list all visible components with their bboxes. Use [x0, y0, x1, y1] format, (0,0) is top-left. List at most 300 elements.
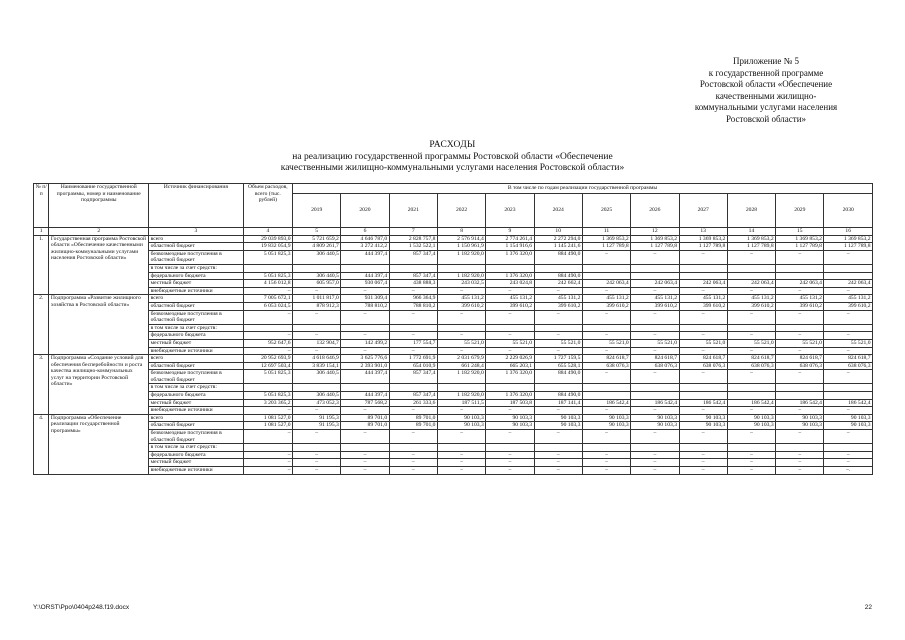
year-amount: 90 103,3 [727, 414, 775, 422]
year-amount: – [293, 407, 341, 415]
year-amount: – [727, 451, 775, 459]
year-amount [776, 272, 824, 280]
total-amount: – [243, 332, 292, 340]
year-amount: 3 625 776,6 [341, 355, 389, 363]
year-amount: 1 150 961,9 [437, 243, 485, 251]
total-amount: – [243, 407, 292, 415]
year-amount: – [631, 310, 679, 324]
year-amount: 444 397,4 [341, 392, 389, 400]
appendix-line: качественными жилищно- [715, 90, 817, 101]
year-amount: – [486, 287, 534, 295]
year-amount [582, 392, 630, 400]
year-amount: – [486, 310, 534, 324]
header-year: 2019 [293, 194, 341, 228]
year-amount: 90 103,3 [727, 422, 775, 430]
year-amount: 857 347,4 [389, 370, 437, 384]
year-amount: – [727, 310, 775, 324]
year-amount: 1 182 920,0 [437, 370, 485, 384]
table-row [34, 355, 873, 363]
year-amount: 90 103,3 [437, 422, 485, 430]
year-amount: 90 103,3 [824, 414, 873, 422]
funding-source: безвозмездные поступления в областной бюджет [149, 370, 244, 384]
year-amount: – [776, 407, 824, 415]
table-row [34, 339, 873, 347]
year-amount: 1 532 522,1 [389, 243, 437, 251]
total-amount: 5 051 825,3 [243, 392, 292, 400]
year-amount: 306 440,5 [293, 250, 341, 264]
year-amount [486, 444, 534, 452]
year-amount [437, 264, 485, 272]
column-number: 6 [341, 228, 389, 236]
appendix-note [671, 56, 861, 126]
year-amount: – [582, 467, 630, 475]
row-number: 2. [34, 295, 49, 355]
year-amount: 1 182 920,0 [437, 392, 485, 400]
total-amount [243, 384, 292, 392]
year-amount: 4 646 787,0 [341, 235, 389, 243]
year-amount: 90 103,3 [582, 422, 630, 430]
year-amount: – [727, 370, 775, 384]
year-amount: 788 810,2 [341, 302, 389, 310]
year-amount: – [824, 332, 873, 340]
year-amount: – [486, 459, 534, 467]
total-amount: 5 051 825,3 [243, 272, 292, 280]
year-amount: 55 521,0 [679, 339, 727, 347]
year-amount: – [389, 332, 437, 340]
year-amount: 89 701,0 [389, 422, 437, 430]
table-row [34, 235, 873, 243]
year-amount: – [437, 459, 485, 467]
year-amount: 661 248,4 [437, 362, 485, 370]
year-amount [582, 384, 630, 392]
column-number: 9 [486, 228, 534, 236]
year-amount [776, 384, 824, 392]
funding-source: безвозмездные поступления в областной бюджет [149, 310, 244, 324]
header-year: 2024 [534, 194, 582, 228]
year-amount: – [727, 287, 775, 295]
program-name: Государственная программа Ростовской области «Обеспечение качественными жилищно-коммунальными услугами населения Ростовской области» [49, 235, 149, 295]
year-amount [727, 324, 775, 332]
year-amount: 242 063,4 [727, 280, 775, 288]
total-amount: – [243, 287, 292, 295]
year-amount: – [437, 430, 485, 444]
table-row [34, 399, 873, 407]
year-amount: 306 440,5 [293, 370, 341, 384]
year-amount: 4 618 646,9 [293, 355, 341, 363]
funding-source: областной бюджет [149, 302, 244, 310]
year-amount: – [824, 310, 873, 324]
total-amount: – [243, 459, 292, 467]
year-amount: 90 103,3 [486, 422, 534, 430]
total-amount: 19 832 054,9 [243, 243, 292, 251]
year-amount: – [389, 287, 437, 295]
year-amount [389, 264, 437, 272]
year-amount: 242 063,4 [824, 280, 873, 288]
year-amount: 455 131,2 [679, 295, 727, 303]
year-amount: – [582, 287, 630, 295]
year-amount: – [437, 347, 485, 355]
year-amount: 90 103,3 [776, 422, 824, 430]
year-amount: – [631, 347, 679, 355]
year-amount: – [534, 451, 582, 459]
total-amount: 5 051 825,3 [243, 370, 292, 384]
column-number: 2 [49, 228, 149, 236]
expenses-table [33, 183, 873, 475]
table-row [34, 324, 873, 332]
year-amount: – [631, 407, 679, 415]
year-amount: 638 076,3 [679, 362, 727, 370]
year-amount: – [534, 459, 582, 467]
header-year: 2030 [824, 194, 873, 228]
funding-source: областной бюджет [149, 422, 244, 430]
year-amount: 399 610,2 [582, 302, 630, 310]
header-total: Объем расходов, всего (тыс. рублей) [243, 184, 292, 228]
year-amount: – [727, 347, 775, 355]
year-amount: – [389, 451, 437, 459]
year-amount: 1 376 320,0 [486, 370, 534, 384]
funding-source: местный бюджет [149, 339, 244, 347]
table-row [34, 422, 873, 430]
year-amount: – [631, 467, 679, 475]
year-amount: – [727, 250, 775, 264]
year-amount [776, 324, 824, 332]
year-amount: – [679, 370, 727, 384]
year-amount: 4 809 261,7 [293, 243, 341, 251]
year-amount: – [582, 451, 630, 459]
year-amount: 1 376 320,0 [486, 392, 534, 400]
year-amount: – [534, 407, 582, 415]
year-amount [776, 444, 824, 452]
year-amount: 1 369 853,2 [824, 235, 873, 243]
year-amount: 399 610,2 [486, 302, 534, 310]
year-amount: 638 076,3 [776, 362, 824, 370]
year-amount [679, 444, 727, 452]
year-amount: 399 610,2 [727, 302, 775, 310]
year-amount: 455 131,2 [486, 295, 534, 303]
year-amount: – [582, 407, 630, 415]
year-amount [582, 272, 630, 280]
footer-page-number: 22 [864, 604, 872, 611]
year-amount: 605 957,0 [293, 280, 341, 288]
year-amount: – [727, 467, 775, 475]
year-amount: – [631, 332, 679, 340]
year-amount: – [486, 467, 534, 475]
year-amount: 824 618,7 [631, 355, 679, 363]
year-amount: – [679, 347, 727, 355]
year-amount: 2 272 294,0 [534, 235, 582, 243]
year-amount [389, 324, 437, 332]
year-amount [824, 264, 873, 272]
header-year: 2021 [389, 194, 437, 228]
year-amount: 55 521,0 [776, 339, 824, 347]
total-amount: 4 156 012,8 [243, 280, 292, 288]
row-number: 3. [34, 355, 49, 415]
year-amount: 90 103,3 [679, 414, 727, 422]
year-amount: 142 499,2 [341, 339, 389, 347]
year-amount: 242 063,4 [776, 280, 824, 288]
year-amount: – [631, 250, 679, 264]
total-amount [243, 324, 292, 332]
table-row [34, 444, 873, 452]
year-amount: 455 131,2 [534, 295, 582, 303]
year-amount: 186 542,4 [631, 399, 679, 407]
funding-source: всего [149, 355, 244, 363]
year-amount [389, 384, 437, 392]
year-amount: – [486, 407, 534, 415]
total-amount: – [243, 467, 292, 475]
year-amount [631, 392, 679, 400]
year-amount: 186 542,4 [824, 399, 873, 407]
year-amount [534, 444, 582, 452]
funding-source: местный бюджет [149, 459, 244, 467]
year-amount: 187 511,5 [437, 399, 485, 407]
table-row [34, 295, 873, 303]
year-amount: 438 888,3 [389, 280, 437, 288]
table-row [34, 384, 873, 392]
appendix-line: Ростовской области» [725, 113, 807, 124]
year-amount [727, 444, 775, 452]
year-amount: – [776, 347, 824, 355]
year-amount: – [293, 347, 341, 355]
row-number: 4. [34, 414, 49, 474]
row-number: 1. [34, 235, 49, 295]
total-amount [243, 264, 292, 272]
year-amount: 3 272 412,2 [341, 243, 389, 251]
year-amount: 55 521,0 [582, 339, 630, 347]
year-amount: 444 397,4 [341, 250, 389, 264]
table-row [34, 392, 873, 400]
year-amount: – [727, 430, 775, 444]
year-amount: – [293, 310, 341, 324]
year-amount: 399 610,2 [824, 302, 873, 310]
table-row [34, 430, 873, 444]
funding-source: всего [149, 295, 244, 303]
year-amount: 444 397,4 [341, 370, 389, 384]
year-amount: 1 127 789,8 [582, 243, 630, 251]
year-amount: – [679, 332, 727, 340]
year-amount: 243 024,8 [486, 280, 534, 288]
year-amount: 824 618,7 [824, 355, 873, 363]
funding-source: в том числе за счет средств: [149, 324, 244, 332]
year-amount [631, 384, 679, 392]
year-amount [631, 444, 679, 452]
year-amount: 1 154 916,6 [486, 243, 534, 251]
year-amount: 261 333,6 [389, 399, 437, 407]
year-amount: 1 369 853,2 [679, 235, 727, 243]
year-amount: 884 490,0 [534, 370, 582, 384]
year-amount: – [582, 310, 630, 324]
title-subline: на реализацию государственной программы Ростовской области «Обеспечение [292, 151, 613, 162]
year-amount: – [293, 467, 341, 475]
table-row [34, 332, 873, 340]
appendix-line: Ростовской области «Обеспечение [699, 79, 833, 90]
year-amount: – [486, 347, 534, 355]
funding-source: федерального бюджета [149, 392, 244, 400]
column-number: 13 [679, 228, 727, 236]
year-amount [293, 264, 341, 272]
year-amount: 91 195,3 [293, 422, 341, 430]
year-amount: 90 103,3 [631, 414, 679, 422]
year-amount [631, 264, 679, 272]
year-amount: – [293, 287, 341, 295]
year-amount: 665 203,1 [486, 362, 534, 370]
funding-source: федерального бюджета [149, 332, 244, 340]
year-amount [679, 324, 727, 332]
year-amount: 1 127 789,8 [631, 243, 679, 251]
year-amount: 91 195,3 [293, 414, 341, 422]
total-amount: 952 647,6 [243, 339, 292, 347]
year-amount [727, 392, 775, 400]
year-amount [486, 384, 534, 392]
table-row [34, 250, 873, 264]
year-amount: 2 393 901,0 [341, 362, 389, 370]
year-amount: – [824, 370, 873, 384]
year-amount: – [582, 459, 630, 467]
year-amount: – [824, 430, 873, 444]
year-amount [582, 264, 630, 272]
year-amount [582, 444, 630, 452]
column-numbers-row [34, 228, 873, 236]
year-amount: 1 127 789,8 [776, 243, 824, 251]
funding-source: в том числе за счет средств: [149, 264, 244, 272]
total-amount: – [243, 347, 292, 355]
year-amount: – [389, 310, 437, 324]
year-amount: 884 490,0 [534, 250, 582, 264]
year-amount: 1 011 817,0 [293, 295, 341, 303]
year-amount: 2 031 679,9 [437, 355, 485, 363]
year-amount [582, 324, 630, 332]
year-amount: 90 103,3 [486, 414, 534, 422]
year-amount: 2 576 914,4 [437, 235, 485, 243]
year-amount [679, 272, 727, 280]
year-amount [341, 324, 389, 332]
year-amount: 788 810,2 [389, 302, 437, 310]
year-amount [293, 324, 341, 332]
table-row [34, 280, 873, 288]
header-name: Наименование государственной программы, номер и наименование подпрограммы [49, 184, 149, 228]
year-amount: 306 440,5 [293, 272, 341, 280]
year-amount: – [437, 467, 485, 475]
year-amount [437, 324, 485, 332]
year-amount: 655 528,1 [534, 362, 582, 370]
year-amount: 884 490,0 [534, 392, 582, 400]
table-row [34, 459, 873, 467]
year-amount [534, 264, 582, 272]
year-amount: – [486, 451, 534, 459]
year-amount: – [389, 347, 437, 355]
funding-source: внебюджетные источники [149, 467, 244, 475]
funding-source: безвозмездные поступления в областной бюджет [149, 430, 244, 444]
year-amount: 857 347,4 [389, 272, 437, 280]
year-amount: 242 063,4 [582, 280, 630, 288]
header-year: 2026 [631, 194, 679, 228]
year-amount: 455 131,2 [824, 295, 873, 303]
year-amount: – [341, 332, 389, 340]
year-amount: 857 347,4 [389, 250, 437, 264]
year-amount: 90 103,3 [679, 422, 727, 430]
table-row [34, 287, 873, 295]
year-amount: 399 610,2 [679, 302, 727, 310]
year-amount: – [824, 287, 873, 295]
year-amount: 89 701,0 [389, 414, 437, 422]
year-amount: – [534, 310, 582, 324]
year-amount: – [776, 250, 824, 264]
year-amount: – [679, 407, 727, 415]
title-heading: РАСХОДЫ [429, 140, 476, 150]
total-amount [243, 444, 292, 452]
year-amount: 930 067,4 [341, 280, 389, 288]
funding-source: областной бюджет [149, 243, 244, 251]
year-amount: – [437, 287, 485, 295]
column-number: 10 [534, 228, 582, 236]
year-amount: 1 369 853,2 [631, 235, 679, 243]
year-amount: – [824, 407, 873, 415]
table-row [34, 302, 873, 310]
year-amount [293, 444, 341, 452]
year-amount: 55 521,0 [631, 339, 679, 347]
year-amount: – [389, 430, 437, 444]
year-amount: – [727, 459, 775, 467]
year-amount [824, 324, 873, 332]
year-amount: 186 542,4 [776, 399, 824, 407]
document-title [0, 140, 905, 175]
year-amount [631, 272, 679, 280]
total-amount: 29 039 893,0 [243, 235, 292, 243]
year-amount: – [534, 430, 582, 444]
year-amount [679, 264, 727, 272]
year-amount: 89 701,0 [341, 414, 389, 422]
year-amount: – [776, 430, 824, 444]
total-amount: 1 081 527,0 [243, 422, 292, 430]
year-amount: – [437, 332, 485, 340]
year-amount: – [582, 250, 630, 264]
title-subline: качественными жилищно-коммунальными услугами населения Ростовской области» [280, 163, 625, 173]
year-amount: – [486, 332, 534, 340]
column-number: 14 [727, 228, 775, 236]
year-amount: – [582, 430, 630, 444]
year-amount: – [437, 310, 485, 324]
year-amount: – [582, 332, 630, 340]
year-amount [341, 444, 389, 452]
funding-source: в том числе за счет средств: [149, 444, 244, 452]
year-amount: – [679, 451, 727, 459]
year-amount: 638 076,3 [631, 362, 679, 370]
year-amount: 187 503,8 [486, 399, 534, 407]
year-amount: – [582, 347, 630, 355]
year-amount: 1 376 320,0 [486, 272, 534, 280]
year-amount: 455 131,2 [727, 295, 775, 303]
year-amount: 90 103,3 [824, 422, 873, 430]
funding-source: внебюджетные источники [149, 347, 244, 355]
year-amount [341, 264, 389, 272]
year-amount: 824 618,7 [727, 355, 775, 363]
year-amount: 177 554,7 [389, 339, 437, 347]
year-amount: 1 369 853,2 [582, 235, 630, 243]
year-amount: – [389, 467, 437, 475]
year-amount: – [341, 451, 389, 459]
year-amount: – [679, 467, 727, 475]
year-amount: – [293, 332, 341, 340]
year-amount: 455 131,2 [437, 295, 485, 303]
total-amount: 20 952 693,9 [243, 355, 292, 363]
year-amount: 55 521,0 [727, 339, 775, 347]
year-amount: – [293, 459, 341, 467]
total-amount: 3 203 365,2 [243, 399, 292, 407]
year-amount: – [679, 250, 727, 264]
year-amount [679, 384, 727, 392]
year-amount: 306 440,5 [293, 392, 341, 400]
year-amount: – [582, 370, 630, 384]
